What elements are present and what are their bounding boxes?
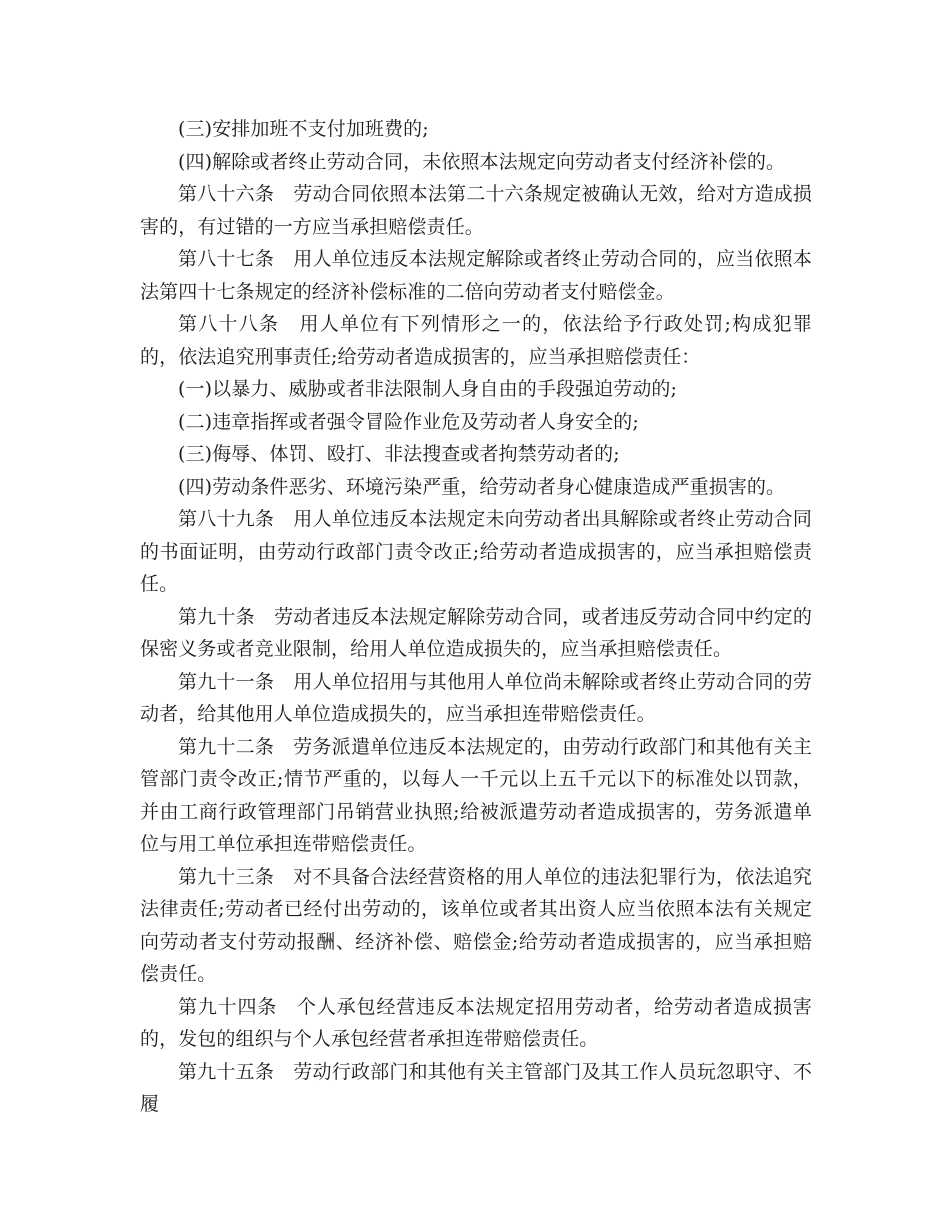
article-90: 第九十条 劳动者违反本法规定解除劳动合同，或者违反劳动合同中约定的保密义务或者竞业限制，给用人单位造成损失的，应当承担赔偿责任。 [140,605,812,660]
paragraph: (二)违章指挥或者强令冒险作业危及劳动者人身安全的; [178,410,639,433]
paragraph: (四)解除或者终止劳动合同，未依照本法规定向劳动者支付经济补偿的。 [178,150,786,173]
article-95: 第九十五条 劳动行政部门和其他有关主管部门及其工作人员玩忽职守、不履 [140,1060,812,1115]
paragraph: (一)以暴力、威胁或者非法限制人身自由的手段强迫劳动的; [178,378,678,400]
article-89: 第八十九条 用人单位违反本法规定未向劳动者出具解除或者终止劳动合同的书面证明，由劳动行政部门责令改正;给劳动者造成损害的，应当承担赔偿责任。 [140,508,812,595]
article-94: 第九十四条 个人承包经营违反本法规定招用劳动者，给劳动者造成损害的，发包的组织与个人承包经营者承担连带赔偿责任。 [140,995,812,1050]
article-88: 第八十八条 用人单位有下列情形之一的，依法给予行政处罚;构成犯罪的，依法追究刑事责任;给劳动者造成损害的，应当承担赔偿责任： [140,313,812,368]
paragraph: (四)劳动条件恶劣、环境污染严重，给劳动者身心健康造成严重损害的。 [178,475,786,498]
paragraph: (三)安排加班不支付加班费的; [178,118,429,140]
paragraph: (三)侮辱、体罚、殴打、非法搜查或者拘禁劳动者的; [178,443,620,465]
article-93: 第九十三条 对不具备合法经营资格的用人单位的违法犯罪行为，依法追究法律责任;劳动者已经付出劳动的，该单位或者其出资人应当依照本法有关规定向劳动者支付劳动报酬、经济补偿、赔偿金;给劳动者造成损害的，应当承担赔偿责任。 [140,865,812,985]
article-92: 第九十二条 劳务派遣单位违反本法规定的，由劳动行政部门和其他有关主管部门责令改正;情节严重的，以每人一千元以上五千元以下的标准处以罚款，并由工商行政管理部门吊销营业执照;给被派遣劳动者造成损害的，劳务派遣单位与用工单位承担连带赔偿责任。 [140,735,812,855]
document-page [140,113,812,1121]
article-87: 第八十七条 用人单位违反本法规定解除或者终止劳动合同的，应当依照本法第四十七条规定的经济补偿标准的二倍向劳动者支付赔偿金。 [140,248,812,303]
article-91: 第九十一条 用人单位招用与其他用人单位尚未解除或者终止劳动合同的劳动者，给其他用人单位造成损失的，应当承担连带赔偿责任。 [140,670,812,725]
article-86: 第八十六条 劳动合同依照本法第二十六条规定被确认无效，给对方造成损害的，有过错的一方应当承担赔偿责任。 [140,183,812,238]
